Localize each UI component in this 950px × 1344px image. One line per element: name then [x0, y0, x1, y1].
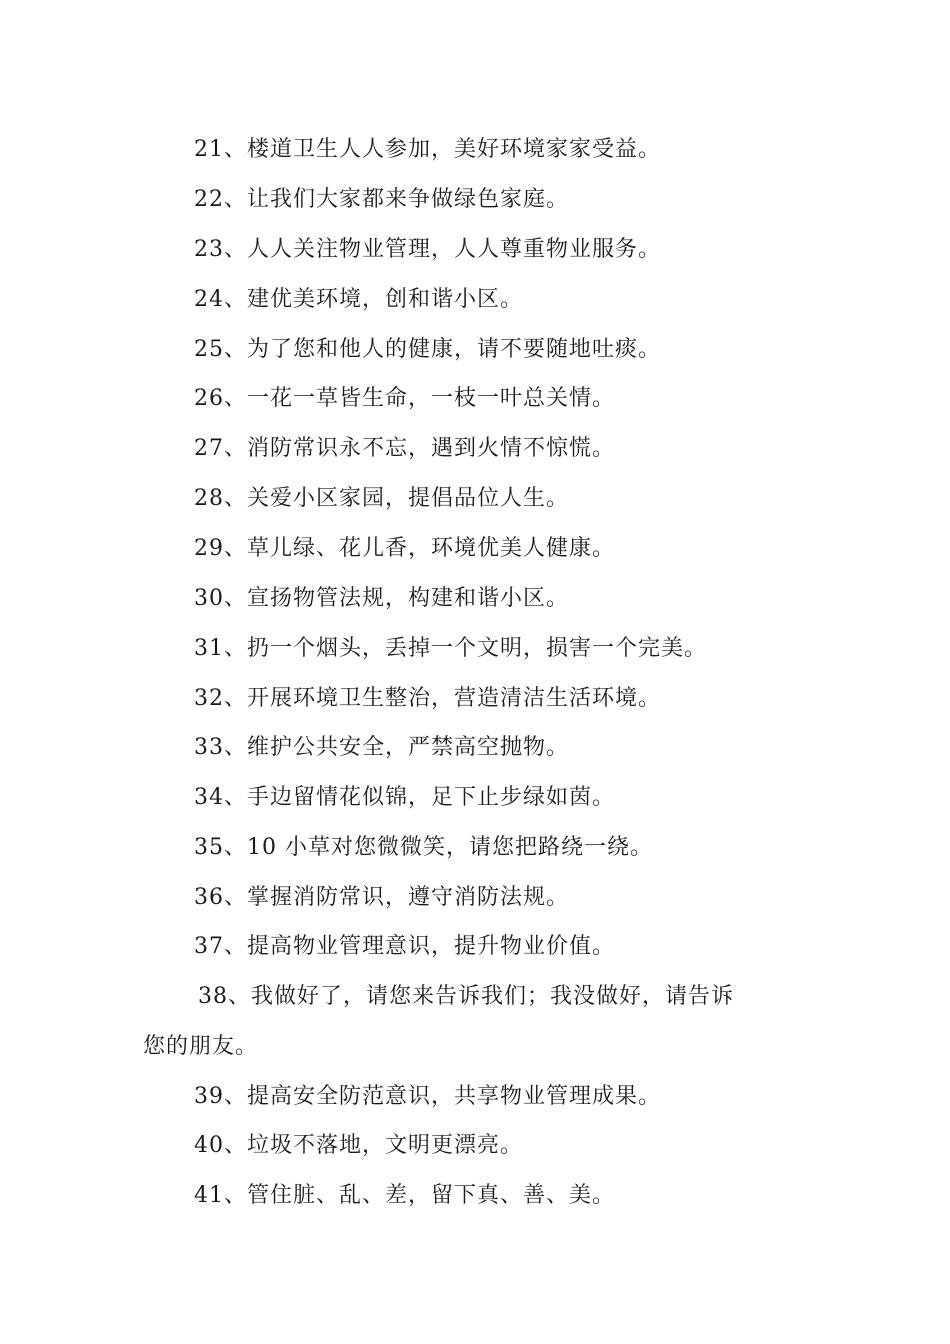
slogan-line: 32、开展环境卫生整治，营造清洁生活环境。 [194, 686, 661, 711]
slogan-line: 25、为了您和他人的健康，请不要随地吐痰。 [194, 337, 661, 362]
slogan-line: 21、楼道卫生人人参加，美好环境家家受益。 [194, 137, 661, 162]
slogan-line: 23、人人关注物业管理，人人尊重物业服务。 [194, 237, 661, 262]
slogan-line: 22、让我们大家都来争做绿色家庭。 [194, 187, 569, 212]
slogan-line: 31、扔一个烟头，丢掉一个文明，损害一个完美。 [194, 636, 707, 661]
slogan-line: 27、消防常识永不忘，遇到火情不惊慌。 [194, 436, 615, 461]
slogan-line: 39、提高安全防范意识，共享物业管理成果。 [194, 1084, 661, 1109]
slogan-line: 40、垃圾不落地，文明更漂亮。 [194, 1133, 523, 1158]
slogan-line: 35、10 小草对您微微笑，请您把路绕一绕。 [194, 835, 653, 860]
slogan-line: 33、维护公共安全，严禁高空抛物。 [194, 735, 569, 760]
slogan-line: 38、我做好了，请您来告诉我们；我没做好，请告诉 [198, 984, 734, 1009]
slogan-line: 36、掌握消防常识，遵守消防法规。 [194, 885, 569, 910]
slogan-line: 29、草儿绿、花儿香，环境优美人健康。 [194, 536, 615, 561]
slogan-line: 34、手边留情花似锦，足下止步绿如茵。 [194, 785, 615, 810]
slogan-line: 28、关爱小区家园，提倡品位人生。 [194, 486, 569, 511]
slogan-line: 41、管住脏、乱、差，留下真、善、美。 [194, 1183, 615, 1208]
slogan-line-continuation: 您的朋友。 [143, 1034, 259, 1059]
slogan-line: 37、提高物业管理意识，提升物业价值。 [194, 934, 615, 959]
slogan-line: 26、一花一草皆生命，一枝一叶总关情。 [194, 386, 615, 411]
slogan-line: 30、宣扬物管法规，构建和谐小区。 [194, 586, 569, 611]
slogan-line: 24、建优美环境，创和谐小区。 [194, 287, 523, 312]
